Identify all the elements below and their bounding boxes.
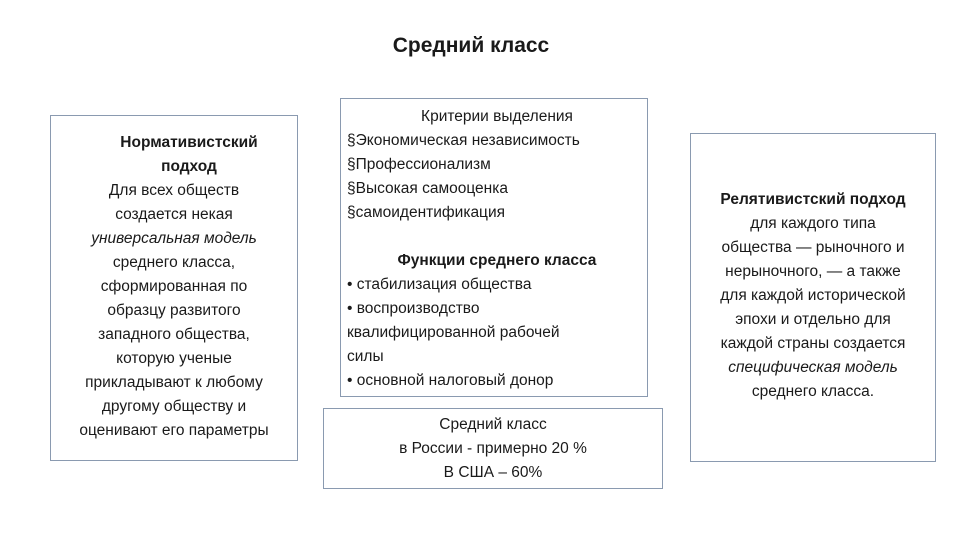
relativist-italic-line: специфическая модель <box>728 359 898 376</box>
normativist-text-line: западного общества, <box>98 326 250 343</box>
page-title: Средний класс <box>392 34 550 57</box>
statistics-box <box>323 408 663 489</box>
normativist-text-line: Для всех обществ <box>108 182 240 199</box>
normativist-text-line: создается некая <box>115 206 233 223</box>
criteria-functions-box <box>340 98 648 397</box>
relativist-text-line: для каждого типа <box>750 215 876 232</box>
normativist-text-line: оценивают его параметры <box>79 422 269 439</box>
functions-item: силы <box>347 348 384 365</box>
functions-heading: Функции среднего класса <box>397 252 597 269</box>
normativist-text-line: которую ученые <box>116 350 232 367</box>
criteria-item: §Высокая самооценка <box>347 180 508 197</box>
criteria-heading: Критерии выделения <box>421 108 573 125</box>
functions-item: • основной налоговый донор <box>347 372 554 389</box>
normativist-heading <box>51 131 297 179</box>
normativist-text-line: образцу развитого <box>107 302 241 319</box>
relativist-heading: Релятивистский подход <box>720 191 906 208</box>
normativist-text-line: другому обществу и <box>101 398 247 415</box>
relativist-approach-box <box>690 133 936 462</box>
normativist-text-line: сформированная по <box>100 278 248 295</box>
functions-item: • стабилизация общества <box>347 276 532 293</box>
normativist-heading-line: Нормативистский <box>120 134 258 151</box>
relativist-text-line: каждой страны создается <box>720 335 906 352</box>
relativist-text-line: нерыночного, — а также <box>725 263 901 280</box>
normativist-text-line: прикладывают к любому <box>85 374 263 391</box>
relativist-text-line: среднего класса. <box>751 383 875 400</box>
relativist-text-line: для каждой исторической <box>720 287 906 304</box>
normativist-heading-line: подход <box>161 158 217 175</box>
statistics-line: В США – 60% <box>443 464 543 481</box>
normativist-italic-line: универсальная модель <box>91 230 257 247</box>
criteria-item: §Экономическая независимость <box>347 132 580 149</box>
statistics-line: в России - примерно 20 % <box>399 440 587 457</box>
functions-item: • воспроизводство <box>347 300 480 317</box>
statistics-line: Средний класс <box>439 416 547 433</box>
functions-item: квалифицированной рабочей <box>347 324 560 341</box>
relativist-text-line: эпохи и отдельно для <box>735 311 891 328</box>
relativist-text-line: общества — рыночного и <box>721 239 905 256</box>
criteria-item: §Профессионализм <box>347 156 491 173</box>
normativist-approach-box <box>50 115 298 461</box>
normativist-text-line: среднего класса, <box>112 254 236 271</box>
criteria-item: §самоидентификация <box>347 204 505 221</box>
